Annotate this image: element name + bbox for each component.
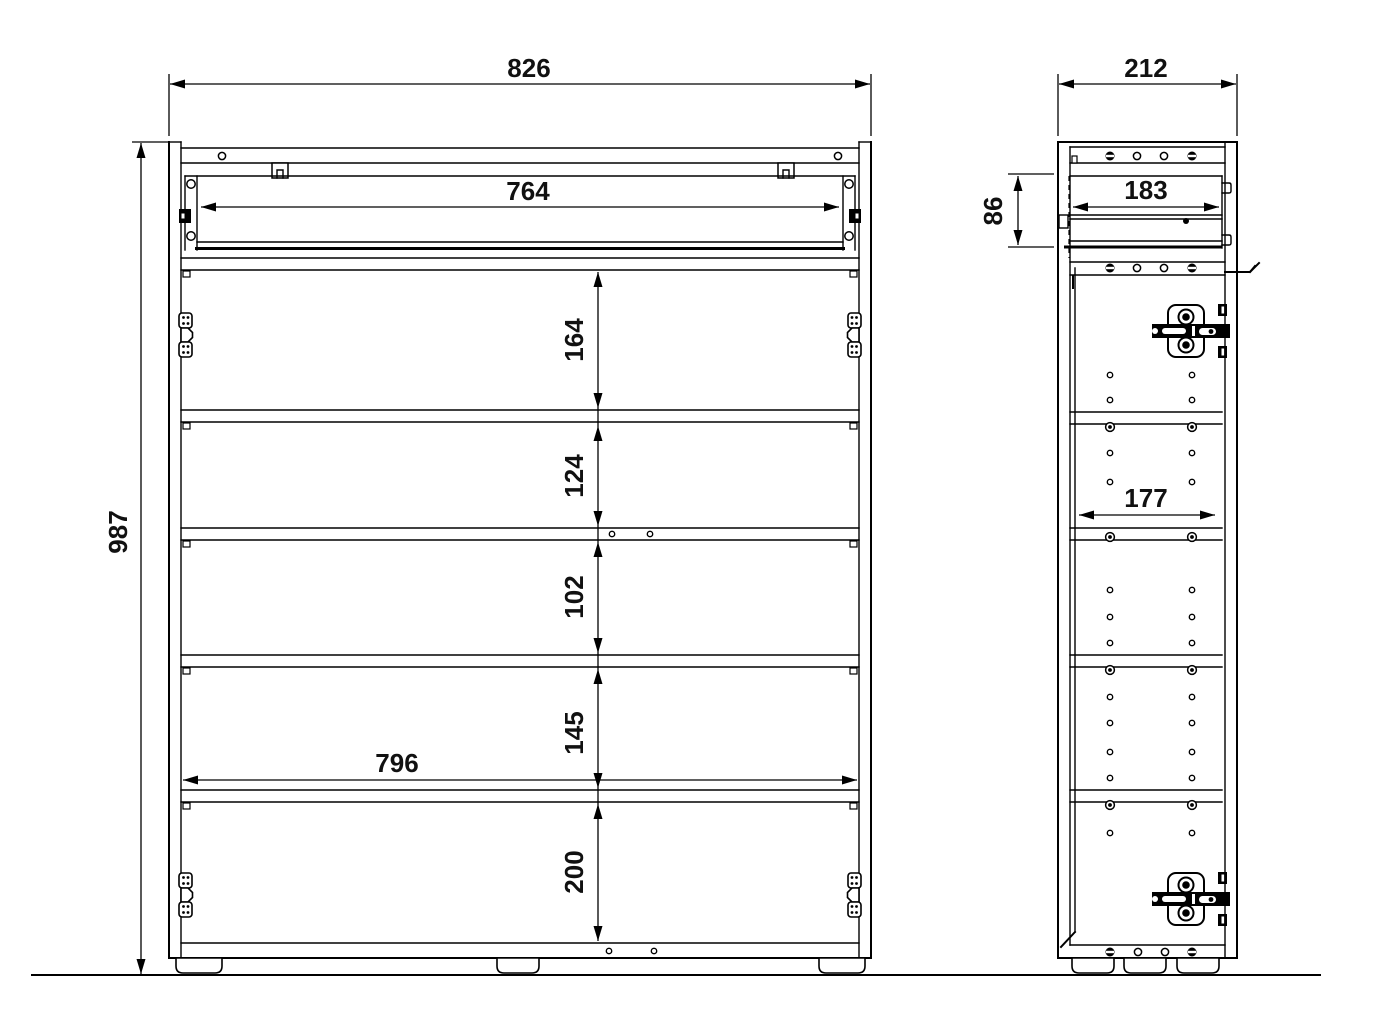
- dim-compartment-5: 200: [559, 850, 589, 894]
- dim-side-overall-depth: 212: [1124, 53, 1168, 83]
- hinge-mechanism-icon: [1152, 872, 1230, 926]
- dim-compartment-4: 145: [559, 711, 589, 755]
- top-rail-hole: [218, 152, 225, 159]
- foot: [176, 958, 222, 973]
- dim-drawer-front-height: 86: [978, 196, 1008, 226]
- dim-drawer-inner-depth: 183: [1124, 175, 1168, 205]
- bottom-rail-hole: [651, 948, 656, 953]
- side-pin-holes: [1107, 372, 1194, 835]
- wall-hook: [1225, 263, 1259, 272]
- front-feet: [176, 958, 865, 973]
- dim-front-overall-width: 826: [507, 53, 551, 83]
- front-dimensions: [103, 53, 871, 974]
- side-feet: [1072, 958, 1219, 973]
- drawer-latch-left: [179, 209, 191, 223]
- dim-drawer-inner-width: 764: [506, 176, 550, 206]
- foot: [819, 958, 865, 973]
- hinge-mechanism-icon: [1152, 304, 1230, 358]
- drawer-latch-right: [849, 209, 861, 223]
- bottom-rail-hole: [606, 948, 611, 953]
- top-rail-hole: [834, 152, 841, 159]
- front-hinges: [179, 313, 861, 917]
- dim-front-overall-height: 987: [103, 510, 133, 554]
- hinge-icon: [848, 313, 862, 357]
- slide-bracket: [1222, 235, 1231, 245]
- foot: [1124, 958, 1166, 973]
- shelf-hole: [647, 531, 652, 536]
- drawer-bracket-hole: [187, 232, 195, 240]
- side-dimensions: [978, 53, 1237, 520]
- hinge-icon: [179, 313, 193, 357]
- drawer-bracket-hole: [187, 180, 195, 188]
- dim-compartment-3: 102: [559, 575, 589, 619]
- front-shelves: [181, 258, 859, 954]
- drawer-bracket-hole: [845, 180, 853, 188]
- hinge-icon: [179, 873, 193, 917]
- side-carcass: [1058, 142, 1259, 958]
- dim-carcass-inner-depth: 177: [1124, 483, 1168, 513]
- foot: [1177, 958, 1219, 973]
- dim-compartment-1: 164: [559, 318, 589, 362]
- front-carcass: [169, 142, 871, 958]
- foot: [497, 958, 539, 973]
- shelf-hole: [609, 531, 614, 536]
- dim-compartment-2: 124: [559, 454, 589, 498]
- hinge-icon: [848, 873, 862, 917]
- foot: [1072, 958, 1114, 973]
- front-view: [169, 142, 871, 973]
- dim-carcass-inner-width: 796: [375, 748, 419, 778]
- drawer-side-dot: [1183, 218, 1189, 224]
- side-view: [1058, 142, 1259, 973]
- slide-bracket: [1222, 183, 1231, 193]
- drawer-bracket-hole: [845, 232, 853, 240]
